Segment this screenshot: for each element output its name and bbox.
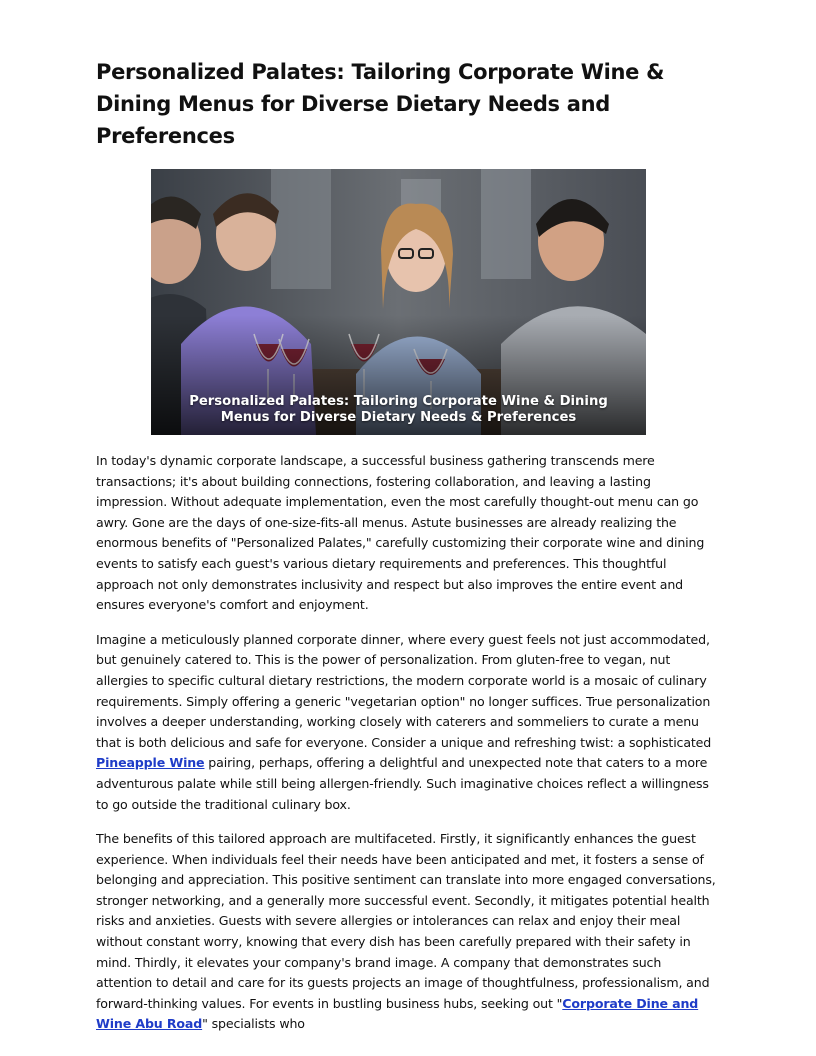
hero-image bbox=[151, 169, 646, 435]
paragraph-1 bbox=[96, 451, 721, 616]
paragraph-3-text-after: " specialists who bbox=[202, 1016, 305, 1032]
article-title: Personalized Palates: Tailoring Corporate Wine & Dining Menus for Diverse Dietary Needs and Preferences bbox=[96, 60, 665, 148]
pineapple-wine-link[interactable]: Pineapple Wine bbox=[96, 755, 205, 771]
article-body bbox=[96, 451, 721, 1035]
paragraph-3-text-before: The benefits of this tailored approach are multifaceted. Firstly, it significantly enhances the guest experience. When individuals feel their needs have been anticipated and met, it fosters a sense of belonging and appreciation. This positive sentiment can translate into more engaged conversations, stronger networking, and a generally more successful event. Secondly, it mitigates potential health risks and anxieties. Guests with severe allergies or intolerances can relax and enjoy their meal without constant worry, knowing that every dish has been carefully prepared with their safety in mind. Thirdly, it elevates your company's brand image. A company that demonstrates such attention to detail and care for its guests projects an image of thoughtfulness, professionalism, and forward-thinking values. For events in bustling business hubs, seeking out " bbox=[96, 831, 716, 1011]
paragraph-2 bbox=[96, 630, 721, 815]
hero-image-caption bbox=[151, 394, 646, 426]
corporate-dine-wine-link[interactable]: Corporate Dine and Wine Abu Road bbox=[96, 995, 699, 1032]
paragraph-2-text-after: pairing, perhaps, offering a delightful and unexpected note that caters to a more adventurous palate while still being allergen-friendly. Such imaginative choices reflect a willingness to go outside the traditional culinary box. bbox=[96, 755, 709, 812]
paragraph-2-text-before: Imagine a meticulously planned corporate dinner, where every guest feels not just accommodated, but genuinely catered to. This is the power of personalization. From gluten-free to vegan, nut allergies to specific cultural dietary restrictions, the modern corporate world is a mosaic of culinary requirements. Simply offering a generic "vegetarian option" no longer suffices. True personalization involves a deeper understanding, working closely with caterers and sommeliers to curate a menu that is both delicious and safe for everyone. Consider a unique and refreshing twist: a sophisticated bbox=[96, 631, 712, 750]
paragraph-1-text: In today's dynamic corporate landscape, a successful business gathering transcends mere transactions; it's about building connections, fostering collaboration, and leaving a lasting impression. Without adequate implementation, even the most carefully thought-out menu can go awry. Gone are the days of one-size-fits-all menus. Astute businesses are already realizing the enormous benefits of "Personalized Palates," carefully customizing their corporate wine and dining events to satisfy each guest's various dietary requirements and preferences. This thoughtful approach not only demonstrates inclusivity and respect but also improves the entire event and ensures everyone's comfort and enjoyment. bbox=[96, 453, 705, 613]
paragraph-3 bbox=[96, 829, 721, 1035]
hero-caption-line-2: Menus for Diverse Dietary Needs & Preferences bbox=[220, 410, 577, 425]
document-page bbox=[96, 56, 721, 1049]
hero-caption-line-1: Personalized Palates: Tailoring Corporate Wine & Dining bbox=[189, 394, 608, 409]
